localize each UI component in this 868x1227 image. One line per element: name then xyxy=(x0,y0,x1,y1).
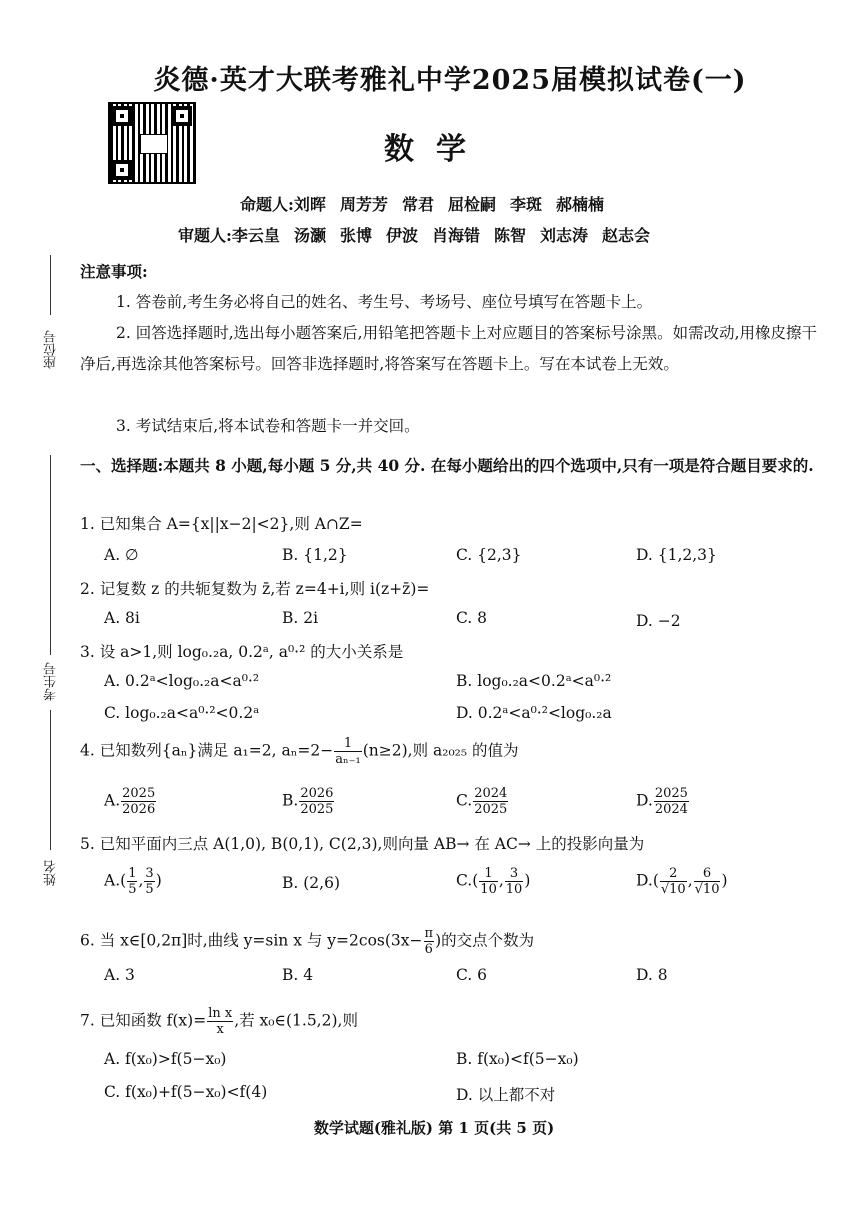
option-c: C. {2,3} xyxy=(456,546,522,564)
option-d: D. $\frac{2025}{2024}$ xyxy=(636,786,688,817)
reviewer: 伊波 xyxy=(385,226,418,245)
option-d: D. 8 xyxy=(636,966,668,984)
option-c: C. f(x₀)+f(5−x₀)<f(4) xyxy=(104,1083,268,1101)
question-stem: 5. 已知平面内三点 A(1,0), B(0,1), C(2,3),则向量 AB→ 在 AC→ 上的投影向量为 xyxy=(80,835,645,853)
option-b: B. f(x₀)<f(5−x₀) xyxy=(456,1050,579,1068)
binding-line xyxy=(50,255,51,315)
authors-label: 命题人: xyxy=(240,195,294,214)
reviewer: 李云皇 xyxy=(231,226,280,245)
note-item: 2. 回答选择题时,选出每小题答案后,用铅笔把答题卡上对应题目的答案标号涂黑。如需改动,用橡皮擦干净后,再选涂其他答案标号。回答非选择题时,将答案写在答题卡上。写在本试卷上无效。 xyxy=(80,324,817,373)
option-d: D.( $\frac{2}{√10}$ , $\frac{6}{√10}$ ) xyxy=(636,866,728,897)
option-a: A. ∅ xyxy=(104,546,139,564)
option-c: C. log₀.₂a<a⁰·²<0.2ᵃ xyxy=(104,704,260,722)
option-a: A. $\frac{2025}{2026}$ xyxy=(104,786,156,817)
question-stem: 6. 当 x∈[0,2π]时,曲线 y=sin x 与 y=2cos(3x− $\frac{\pi}{6}$ )的交点个数为 xyxy=(80,926,535,957)
exam-title: 炎德·英才大联考雅礼中学2025届模拟试卷(一) xyxy=(153,65,747,96)
notes-title: 注意事项: xyxy=(80,262,148,281)
reviewer: 陈智 xyxy=(494,226,527,245)
reviewer: 赵志会 xyxy=(602,226,651,245)
question-stem: 3. 设 a>1,则 log₀.₂a, 0.2ᵃ, a⁰·² 的大小关系是 xyxy=(80,643,404,661)
question-stem: 2. 记复数 z 的共轭复数为 z̄,若 z=4+i,则 i(z+z̄)= xyxy=(80,580,430,598)
page-footer: 数学试题(雅礼版) 第 1 页(共 5 页) xyxy=(313,1119,555,1137)
binding-line xyxy=(50,455,51,655)
option-d: D. −2 xyxy=(636,612,681,630)
option-c: C. 8 xyxy=(456,609,488,627)
question-stem: 1. 已知集合 A={x||x−2|<2},则 A∩Z= xyxy=(80,515,363,533)
option-b: B. log₀.₂a<0.2ᵃ<a⁰·² xyxy=(456,672,612,690)
option-a: A. 0.2ᵃ<log₀.₂a<a⁰·² xyxy=(104,672,260,690)
option-a: A.( $\frac{1}{5}$ , $\frac{3}{5}$ ) xyxy=(104,866,162,897)
option-c: C. 6 xyxy=(456,966,488,984)
name-label: 姓名 xyxy=(44,860,59,886)
exam-number-label: 考生号 xyxy=(44,662,59,701)
reviewers-label: 审题人: xyxy=(178,226,232,245)
option-c: C.( $\frac{1}{10}$ , $\frac{3}{10}$ ) xyxy=(456,866,531,897)
reviewer: 汤灏 xyxy=(293,226,326,245)
seat-number-label: 座位号 xyxy=(44,330,59,369)
reviewer: 肖海错 xyxy=(431,226,480,245)
qr-code xyxy=(108,102,196,184)
author: 郝楠楠 xyxy=(556,195,605,214)
option-b: B. 2i xyxy=(282,609,319,627)
reviewers-line xyxy=(178,223,664,246)
binding-line xyxy=(50,710,51,850)
option-b: B. $\frac{2026}{2025}$ xyxy=(282,786,334,817)
author: 刘晖 xyxy=(293,195,326,214)
question-stem: 7. 已知函数 f(x)= $\frac{\text{ln x}}{x}$ ,若 x₀∈(1.5,2),则 xyxy=(80,1006,358,1037)
authors-line xyxy=(240,192,618,215)
option-b: B. 4 xyxy=(282,966,314,984)
option-d: D. 0.2ᵃ<a⁰·²<log₀.₂a xyxy=(456,704,612,722)
subject-title: 数学 xyxy=(384,132,488,167)
option-a: A. 3 xyxy=(104,966,135,984)
option-b: B. (2,6) xyxy=(282,874,340,892)
note-item: 1. 答卷前,考生务必将自己的姓名、考生号、考场号、座位号填写在答题卡上。 xyxy=(116,293,653,311)
author: 周芳芳 xyxy=(339,195,388,214)
option-b: B. {1,2} xyxy=(282,546,348,564)
option-a: A. f(x₀)>f(5−x₀) xyxy=(104,1050,227,1068)
section-heading: 一、选择题:本题共 8 小题,每小题 5 分,共 40 分. 在每小题给出的四个选项中,只有一项是符合题目要求的. xyxy=(80,456,814,475)
option-d: D. 以上都不对 xyxy=(456,1086,556,1104)
author: 常君 xyxy=(401,195,434,214)
option-c: C. $\frac{2024}{2025}$ xyxy=(456,786,508,817)
option-d: D. {1,2,3} xyxy=(636,546,717,564)
author: 屈检嗣 xyxy=(447,195,496,214)
question-stem: 4. 已知数列{aₙ}满足 a₁=2, aₙ=2− $\frac{1}{\text{aₙ₋₁}}$ (n≥2),则 a₂₀₂₅ 的值为 xyxy=(80,736,519,767)
note-item: 3. 考试结束后,将本试卷和答题卡一并交回。 xyxy=(116,417,420,435)
reviewer: 刘志涛 xyxy=(540,226,589,245)
author: 李斑 xyxy=(509,195,542,214)
reviewer: 张博 xyxy=(339,226,372,245)
option-a: A. 8i xyxy=(104,609,140,627)
